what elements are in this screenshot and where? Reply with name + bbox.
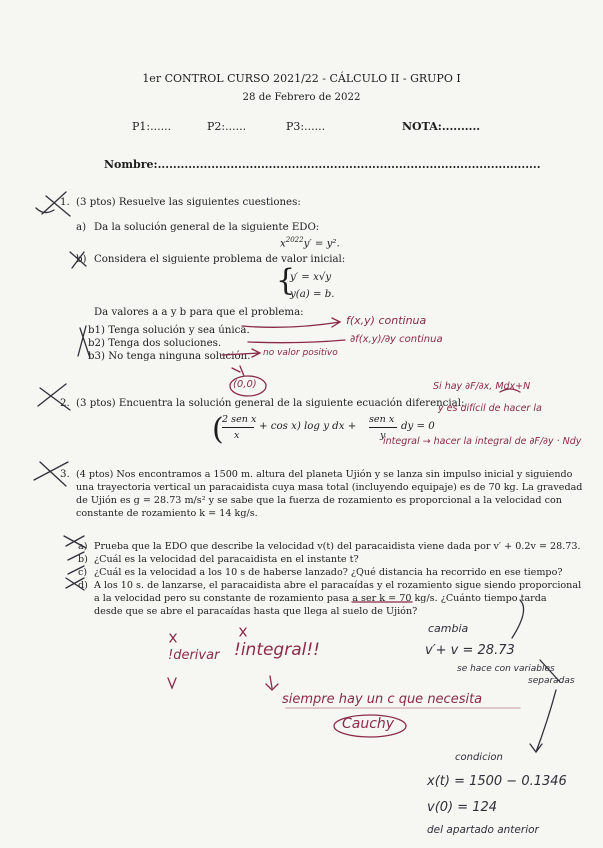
note-se-hace: se hace con variables xyxy=(457,664,555,674)
problem1-number: 1. xyxy=(60,197,70,208)
problem2-frac1-den: x xyxy=(234,430,240,441)
problem2-frac1-num: 2 sen x xyxy=(222,414,257,425)
arrow-integral-down xyxy=(266,676,278,690)
problem2-paren: ( xyxy=(212,412,224,447)
problem1-b3: b3) No tenga ninguna solución. xyxy=(88,351,251,362)
problem1-b2: b2) Tenga dos soluciones. xyxy=(88,338,222,349)
x-mark-derivar xyxy=(170,634,176,642)
note-p2-line1: Si hay ∂F/∂x, Mdx+N xyxy=(433,381,531,392)
problem1-a-equation: $x^{2022}y' = y^2$. xyxy=(280,236,340,250)
problem2-eq-end: dy = 0 xyxy=(401,421,435,432)
problem3-d-line1: A los 10 s. de lanzarse, el paracaidista abre el paracaídas y el rozamiento sigue siendo proporcional xyxy=(94,580,582,591)
problem2-frac2-num: sen x xyxy=(369,414,395,425)
problem1-b-eq2: y(a) = b. xyxy=(290,289,335,300)
problem2-eq-mid: + cos x) log y dx + xyxy=(259,421,357,432)
x-mark-integral xyxy=(240,628,246,636)
problem3-line3: de Ujión es g = 28.73 m/s² y se sabe que la fuerza de rozamiento es proporcional a la velocidad con xyxy=(76,495,562,506)
note-continua-2: ∂f(x,y)/∂y continua xyxy=(350,334,443,345)
problem1-b-text: Considera el siguiente problema de valor inicial: xyxy=(94,254,346,265)
problem2-frac2-den: y xyxy=(380,430,386,441)
problem1-b-label: b) xyxy=(76,254,87,265)
problem2-frac2-bar xyxy=(369,427,397,428)
name-field: Nombre:.................................................................................................... xyxy=(104,158,541,171)
problem1-b1: b1) Tenga solución y sea única. xyxy=(88,325,250,336)
arrow-b1 xyxy=(242,318,340,327)
problem3-a-label: a) xyxy=(78,541,88,552)
note-no-valor: no valor positivo xyxy=(263,348,338,358)
note-condicion: condicion xyxy=(455,752,503,763)
note-apartado: del apartado anterior xyxy=(427,824,539,836)
problem1-b-eq1: y′ = x√y xyxy=(290,272,332,283)
problem1-b-prompt: Da valores a a y b para que el problema: xyxy=(94,307,304,318)
note-continua-1: f(x,y) continua xyxy=(346,314,427,327)
problem3-b-label: b) xyxy=(78,554,88,565)
problem3-a-text: Prueba que la EDO que describe la velocidad v(t) del paracaidista viene dada por v′ + 0.2v = 28.73. xyxy=(94,541,581,552)
score-p3: P3:...... xyxy=(286,120,326,133)
problem1-intro: (3 ptos) Resuelve las siguientes cuestiones: xyxy=(76,197,301,208)
problem3-d-line3: desde que se abre el paracaídas hasta que llega al suelo de Ujión? xyxy=(94,606,418,617)
problem2-number: 2. xyxy=(60,398,70,409)
problem3-d-line2: a la velocidad pero su constante de rozamiento pasa a ser k = 70 kg/s. ¿Cuánto tiempo tarda xyxy=(94,593,547,604)
note-zero-zero: (0,0) xyxy=(233,379,257,390)
note-v0: v(0) = 124 xyxy=(427,800,498,815)
arrow-separadas xyxy=(530,690,556,752)
problem1-b-brace: { xyxy=(276,263,296,298)
problem3-d-label: d) xyxy=(78,580,88,591)
note-cambio: cambia xyxy=(428,622,469,635)
problem3-number: 3. xyxy=(60,469,70,480)
note-p2-line2: y es difícil de hacer la xyxy=(438,403,542,414)
arrow-cambio xyxy=(512,600,524,638)
score-p2: P2:...... xyxy=(207,120,247,133)
score-nota: NOTA:.......... xyxy=(402,120,481,133)
problem3-c-label: c) xyxy=(78,567,88,578)
note-xt: x(t) = 1500 − 0.1346 xyxy=(427,774,567,789)
problem3-line1: (4 ptos) Nos encontramos a 1500 m. altura del planeta Ujión y se lanza sin impulso inicial y siguiendo xyxy=(76,469,573,480)
problem3-c-text: ¿Cuál es la velocidad a los 10 s de haberse lanzado? ¿Qué distancia ha recorrido en ese tiempo? xyxy=(94,567,563,578)
problem1-a-label: a) xyxy=(76,222,87,233)
exam-title: 1er CONTROL CURSO 2021/22 - CÁLCULO II - GRUPO I xyxy=(142,72,461,85)
problem3-b-text: ¿Cuál es la velocidad del paracaidista en el instante t? xyxy=(94,554,359,565)
note-derivar: !derivar xyxy=(168,648,220,663)
problem1-a-text: Da la solución general de la siguiente EDO: xyxy=(94,222,320,233)
problem3-line4: constante de rozamiento k = 14 kg/s. xyxy=(76,508,258,519)
note-siempre: siempre hay un c que necesita xyxy=(282,692,483,707)
score-p1: P1:...... xyxy=(132,120,172,133)
exam-date: 28 de Febrero de 2022 xyxy=(242,92,361,103)
problem3-line2: una trayectoria vertical un paracaidista cuya masa total (incluyendo equipaje) es de 70 kg. La gravedad xyxy=(76,482,583,493)
note-cauchy: Cauchy xyxy=(342,716,395,732)
note-vprime: v′+ v = 28.73 xyxy=(425,643,515,658)
problem2-frac1-bar xyxy=(222,427,254,428)
problem2-intro: (3 ptos) Encuentra la solución general de la siguiente ecuación diferencial: xyxy=(76,398,465,409)
note-separadas: separadas xyxy=(528,676,575,686)
note-p2-line3: integral → hacer la integral de ∂F/∂y · Ndy xyxy=(383,436,582,447)
note-integral: !integral!! xyxy=(234,640,320,660)
